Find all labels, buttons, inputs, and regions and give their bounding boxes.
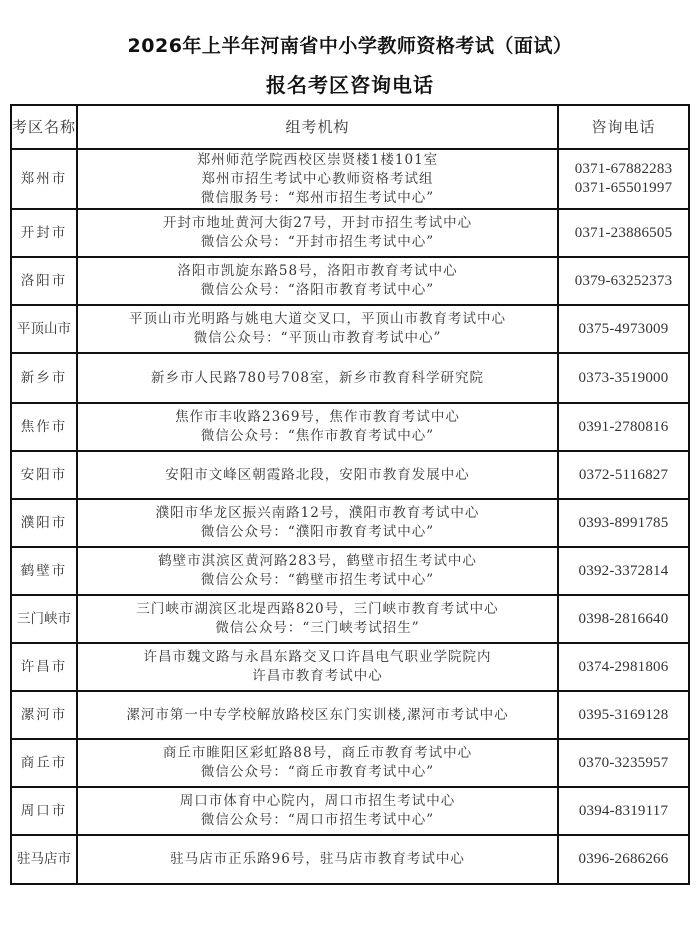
phone-number: 0373-3519000 [578,369,669,386]
table-row [11,547,689,595]
exam-area-name: 漯河市 [11,691,77,739]
exam-area-name: 周口市 [11,787,77,835]
organizer-cell [77,499,558,547]
phone-cell [558,595,689,643]
organizer-cell [77,739,558,787]
organizer-line: 微信服务号：“郑州市招生考试中心” [200,189,435,206]
exam-area-name: 平顶山市 [11,305,77,353]
exam-area-name: 鹤壁市 [11,547,77,595]
phone-cell [558,691,689,739]
organizer-cell [77,149,558,209]
phone-cell [558,305,689,353]
phone-number: 0396-2686266 [578,851,669,867]
organizer-cell [77,451,558,499]
organizer-line: 微信公众号：“商丘市教育考试中心” [200,764,435,780]
phone-cell [558,403,689,451]
phone-number: 0379-63252373 [574,272,673,289]
exam-area-name: 开封市 [11,209,77,257]
table-row [11,353,689,403]
table-row [11,499,689,547]
organizer-cell [77,835,558,884]
table-body [11,149,689,884]
document-title: 2026年上半年河南省中小学教师资格考试（面试） [127,35,573,57]
organizer-line: 微信公众号：“焦作市教育考试中心” [200,428,435,444]
document-subtitle: 报名考区咨询电话 [266,73,434,97]
exam-area-name: 许昌市 [11,643,77,691]
phone-cell [558,149,689,209]
phone-cell [558,353,689,403]
header-phone: 咨询电话 [558,105,689,149]
organizer-line: 微信公众号：“洛阳市教育考试中心” [200,282,435,298]
organizer-line: 三门峡市湖滨区北堤西路820号，三门峡市教育考试中心 [136,601,499,617]
exam-area-name: 郑州市 [11,149,77,209]
organizer-line: 鹤壁市淇滨区黄河路283号，鹤壁市招生考试中心 [158,553,477,569]
phone-number: 0371-23886505 [574,224,673,241]
organizer-line: 驻马店市正乐路96号，驻马店市教育考试中心 [170,851,465,867]
exam-area-name: 商丘市 [11,739,77,787]
organizer-line: 开封市地址黄河大街27号，开封市招生考试中心 [162,215,473,231]
table-row [11,643,689,691]
table-row [11,257,689,305]
organizer-line: 商丘市睢阳区彩虹路88号，商丘市教育考试中心 [162,745,473,761]
table-row [11,739,689,787]
table-row [11,305,689,353]
table-row [11,835,689,884]
organizer-cell [77,643,558,691]
phone-number: 0398-2816640 [578,610,669,627]
table-header-row [11,105,689,149]
organizer-line: 新乡市人民路780号708室，新乡市教育科学研究院 [150,369,485,386]
organizer-line: 郑州市招生考试中心教师资格考试组 [201,170,434,187]
phone-number: 0391-2780816 [578,418,669,435]
contact-table [10,104,690,885]
organizer-cell [77,209,558,257]
organizer-line: 平顶山市光明路与姚电大道交叉口，平顶山市教育考试中心 [129,311,506,327]
phone-cell [558,257,689,305]
organizer-line: 微信公众号：“鹤壁市招生考试中心” [200,572,435,588]
table-row [11,403,689,451]
organizer-cell [77,787,558,835]
organizer-line: 微信公众号：“周口市招生考试中心” [200,812,435,828]
phone-cell [558,499,689,547]
table-row [11,691,689,739]
organizer-line: 洛阳市凯旋东路58号，洛阳市教育考试中心 [177,263,458,279]
phone-cell [558,643,689,691]
header-exam-area: 考区名称 [11,105,77,149]
phone-number: 0394-8319117 [578,802,669,819]
header-organizer: 组考机构 [77,105,558,149]
phone-number: 0374-2981806 [578,658,669,675]
organizer-line: 漯河市第一中专学校解放路校区东门实训楼,漯河市考试中心 [126,706,509,723]
phone-number: 0371-65501997 [574,180,673,196]
phone-cell [558,451,689,499]
organizer-line: 微信公众号：“濮阳市教育考试中心” [200,524,435,540]
phone-number: 0393-8991785 [578,514,669,531]
phone-cell [558,209,689,257]
organizer-line: 郑州师范学院西校区崇贤楼1楼101室 [196,151,439,168]
phone-number: 0371-67882283 [574,161,673,177]
organizer-line: 周口市体育中心院内，周口市招生考试中心 [179,793,456,809]
organizer-cell [77,305,558,353]
organizer-line: 许昌市魏文路与永昌东路交叉口许昌电气职业学院院内 [143,649,492,665]
organizer-cell [77,547,558,595]
table-row [11,787,689,835]
organizer-line: 焦作市丰收路2369号，焦作市教育考试中心 [175,409,460,425]
table-row [11,451,689,499]
table-row [11,209,689,257]
organizer-cell [77,257,558,305]
organizer-line: 许昌市教育考试中心 [252,668,383,684]
organizer-line: 微信公众号：“开封市招生考试中心” [200,234,435,250]
exam-area-name: 洛阳市 [11,257,77,305]
organizer-line: 微信公众号：“平顶山市教育考试中心” [193,330,442,346]
organizer-cell [77,403,558,451]
phone-cell [558,547,689,595]
table-row [11,149,689,209]
exam-area-name: 三门峡市 [11,595,77,643]
organizer-cell [77,595,558,643]
exam-area-name: 新乡市 [11,353,77,403]
organizer-line: 微信公众号：“三门峡考试招生” [215,620,420,636]
organizer-cell [77,353,558,403]
exam-area-name: 安阳市 [11,451,77,499]
organizer-cell [77,691,558,739]
organizer-line: 濮阳市华龙区振兴南路12号，濮阳市教育考试中心 [155,505,480,521]
exam-area-name: 焦作市 [11,403,77,451]
phone-number: 0395-3169128 [578,706,669,723]
phone-cell [558,835,689,884]
phone-cell [558,739,689,787]
exam-area-name: 驻马店市 [11,835,77,884]
phone-cell [558,787,689,835]
phone-number: 0370-3235957 [578,754,669,771]
phone-number: 0392-3372814 [578,562,669,579]
table-row [11,595,689,643]
phone-number: 0375-4973009 [578,320,669,337]
exam-area-name: 濮阳市 [11,499,77,547]
phone-number: 0372-5116827 [578,466,669,483]
organizer-line: 安阳市文峰区朝霞路北段，安阳市教育发展中心 [165,466,470,483]
